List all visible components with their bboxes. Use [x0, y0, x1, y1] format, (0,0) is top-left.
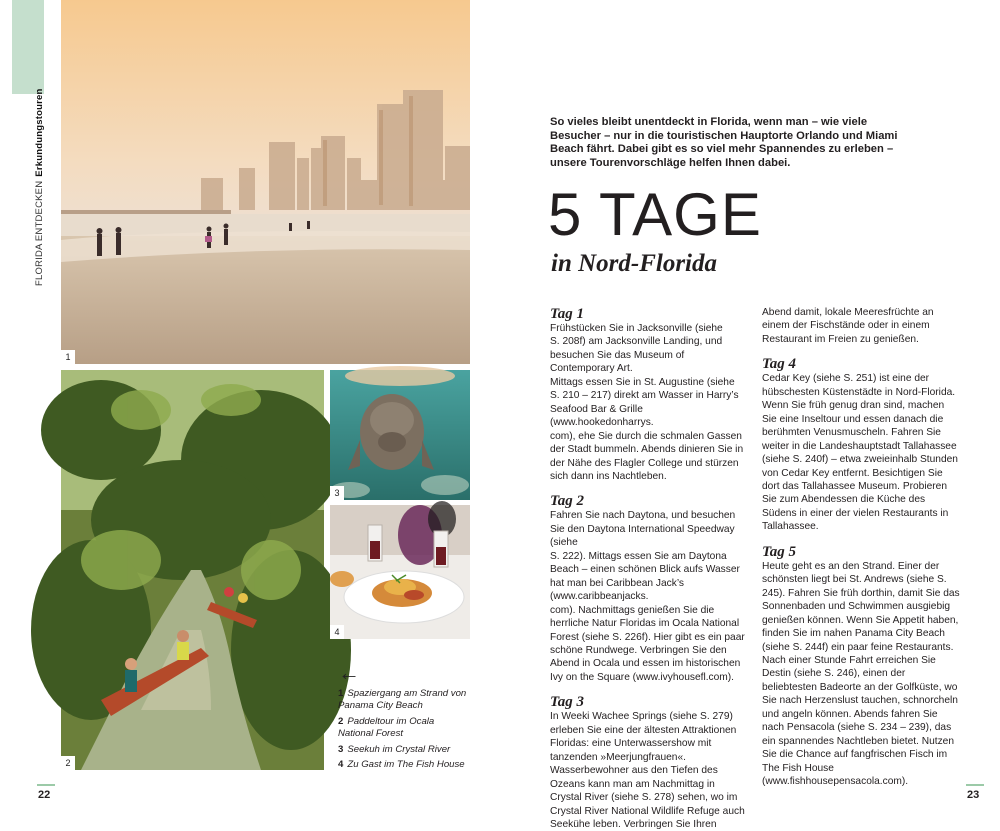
caption-item: 2 Paddeltour im Ocala National Forest	[338, 715, 435, 740]
running-head-section: FLORIDA ENTDECKEN	[34, 180, 45, 286]
day-heading: Tag 1	[550, 306, 585, 322]
page-number-right: 23	[967, 789, 980, 801]
photo-captions	[338, 688, 470, 774]
day-section	[550, 306, 748, 483]
day-text: Frühstücken Sie in Jacksonville (siehe S. 208f) am Jacksonville Landing, und besuchen Sie das Museum of Contemporary Art. Mittags essen Sie in St. Augustine (siehe S. 210 – 217) direkt am Wasser in Harry’s Seafood Bar & Grille (www.hookedonharrys. com), ehe Sie durch die schmalen Gassen der Stadt bummeln. Abends dinieren Sie in der Nähe des Flagler College und stürzen sich dann ins Nachtleben.	[550, 323, 744, 482]
caption-item: 4 Zu Gast im The Fish House	[338, 759, 465, 771]
day-heading: Tag 5	[762, 543, 797, 560]
photo-number: 1	[61, 350, 75, 364]
day-section	[550, 493, 748, 684]
text-column-2	[762, 306, 960, 789]
photo-dish	[330, 505, 470, 639]
photo-manatee	[330, 370, 470, 500]
text-column-1	[550, 306, 748, 831]
running-head	[34, 88, 50, 286]
caption-item: 3 Seekuh im Crystal River	[338, 743, 451, 755]
day-text: Fahren Sie nach Daytona, und besuchen Sie den Daytona International Speedway (siehe S. 222). Mittags essen Sie am Daytona Beach – einen schönen Blick aufs Wasser hat man bei Caribbean Jack’s (www.caribbeanjacks. com). Nachmittags genießen Sie die herrliche Natur Floridas im Ocala National Forest (siehe S. 226f). Hier gibt es ein paar schöne Rundwege. Verbringen Sie den Abend in Ocala und essen im historischen Ivy on the Square (www.ivyhousefl.com).	[550, 510, 745, 683]
photo-number: 4	[330, 625, 344, 639]
page-subtitle: in Nord-Florida	[551, 250, 718, 277]
day-heading: Tag 3	[550, 694, 585, 711]
day-section	[762, 306, 960, 346]
folio-rule-right	[966, 784, 984, 786]
day-text: Heute geht es an den Strand. Einer der schönsten liegt bei St. Andrews (siehe S. 245). Fahren Sie früh dorthin, damit Sie das Sonnenbaden und Schwimmen ausgiebig genießen können. Wenn Sie Appetit haben, finden Sie im nahen Panama City Beach (siehe S. 244f) ein paar feine Restaurants. Nach einer Stunde Fahrt erreichen Sie Destin (siehe S. 246), einen der beliebtesten Badeorte an der Golfküste, wo Sie nach Herzenslust tauchen, schnorcheln und angeln können. Abends fahren Sie nach Pensacola (siehe S. 234 – 239), das ein spannendes Nachtleben bietet. Nutzen Sie die Chance auf fangfrischen Fisch im The Fish House (www.fishhousepensacola.com).	[762, 560, 960, 788]
day-text: In Weeki Wachee Springs (siehe S. 279) erleben Sie eine der ältesten Attraktionen Floridas: eine Unterwassershow mit tanzenden »Meerjungfrauen«. Wasserbewohner aus den Tiefen des Ozeans kann man am Nachmittag in Crystal River (siehe S. 278) sehen, wo im Crystal River National Wildlife Refuge auch Seekühe leben. Verbringen Sie Ihren	[550, 711, 745, 830]
day-text: Cedar Key (siehe S. 251) ist eine der hübschesten Küstenstädte in Nord-Florida. Wenn Sie früh genug dran sind, machen Sie eine Inseltour und essen danach die berühmten Venusmuscheln. Fahren Sie weiter in die Landeshauptstadt Tallahassee (siehe S. 240f) – etwa zweieinhalb Stunden von Cedar Key entfernt. Besichtigen Sie dort das Tallahassee Museum. Probieren Sie zum Abendessen die Küche des Südens in einer der vielen Restaurants in Tallahassee.	[762, 373, 958, 533]
page-title: 5 TAGE	[548, 181, 762, 248]
day-section	[762, 356, 960, 533]
intro-text: So vieles bleibt unentdeckt in Florida, wenn man – wie viele Besucher – nur in die touristischen Hauptorte Orlando und Miami Beach fährt. Dabei gibt es so viel mehr Spannendes zu erleben – unsere Tourenvorschläge helfen Ihnen dabei.	[550, 116, 898, 169]
day-heading: Tag 2	[550, 493, 585, 510]
photo-canoe	[61, 370, 324, 770]
day-section	[762, 544, 960, 789]
caption-arrow-icon: ←	[338, 660, 360, 685]
folio-rule-left	[37, 784, 55, 786]
day-text: Abend damit, lokale Meeresfrüchte an einem der Fischstände oder in einem Restaurant im Freien zu genießen.	[762, 307, 934, 345]
page-number-left: 22	[38, 789, 51, 801]
day-section	[550, 694, 748, 831]
running-head-chapter: Erkundungstouren	[34, 88, 45, 177]
section-color-tab	[12, 0, 44, 94]
caption-item: 1 Spaziergang am Strand von Panama City Beach	[338, 688, 467, 712]
photo-number: 3	[330, 486, 344, 500]
photo-number: 2	[61, 756, 75, 770]
photo-beach	[61, 0, 470, 364]
day-heading: Tag 4	[762, 356, 797, 373]
